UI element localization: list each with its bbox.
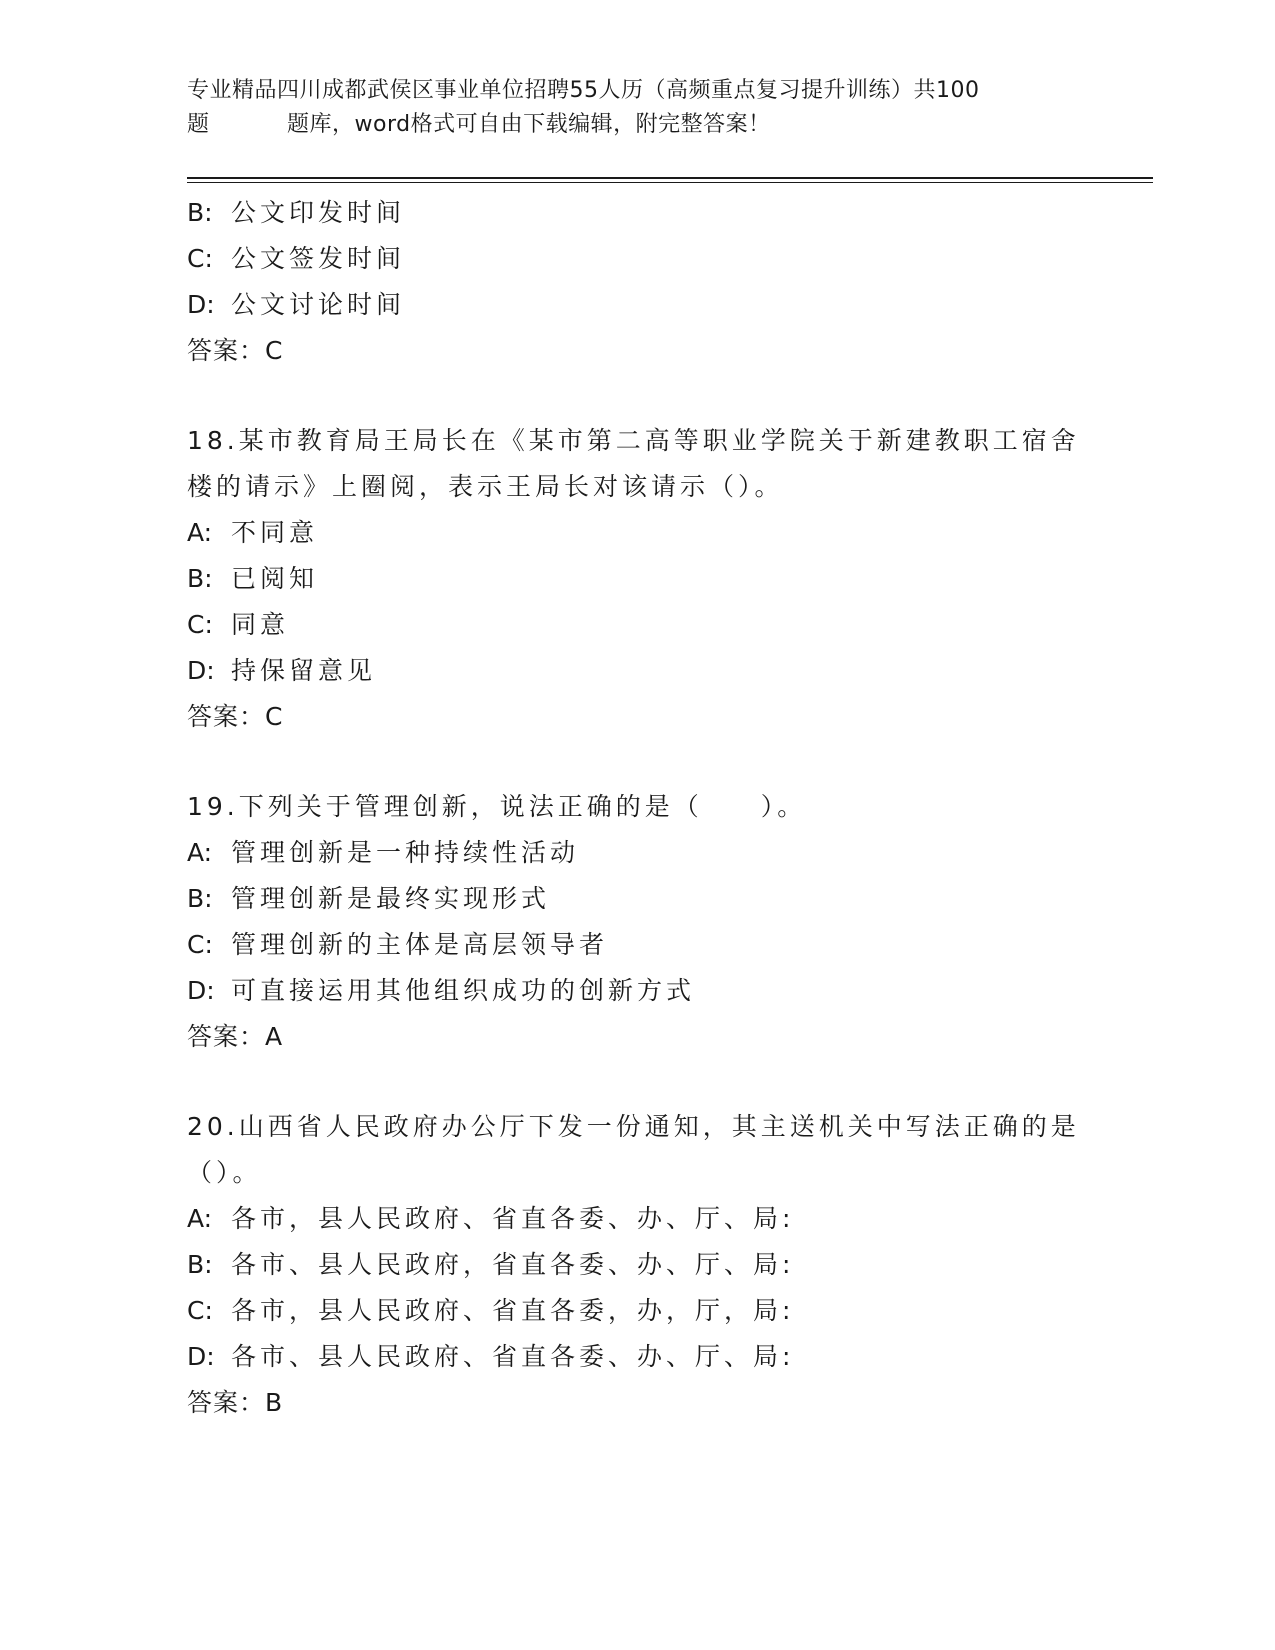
answer-line: 答案：B — [187, 1388, 284, 1417]
option-letter: C: — [187, 244, 213, 273]
answer-line: 答案：A — [187, 1022, 284, 1051]
option-text: 已阅知 — [231, 564, 319, 593]
option-text: 各市，县人民政府、省直各委、办、厅、局: — [231, 1204, 795, 1233]
question-stem-line: 20.山西省人民政府办公厅下发一份通知，其主送机关中写法正确的是 — [187, 1112, 1080, 1141]
option-text: 公文印发时间 — [231, 198, 406, 227]
option-text: 管理创新的主体是高层领导者 — [231, 930, 609, 959]
question-stem-line: 18.某市教育局王局长在《某市第二高等职业学院关于新建教职工宿舍 — [187, 426, 1080, 455]
option-text: 各市、县人民政府、省直各委、办、厅、局: — [231, 1342, 795, 1371]
option-d — [187, 1334, 1087, 1380]
header-title-line2-left: 题 — [187, 112, 210, 137]
option-text: 可直接运用其他组织成功的创新方式 — [231, 976, 696, 1005]
header-title-line2 — [187, 108, 1077, 142]
option-b — [187, 190, 1087, 236]
option-d — [187, 648, 1087, 694]
question-stem-line: 19.下列关于管理创新，说法正确的是（ ）。 — [187, 792, 807, 821]
page-header — [187, 74, 1077, 142]
option-text: 各市，县人民政府、省直各委，办，厅，局: — [231, 1296, 795, 1325]
option-b — [187, 1242, 1087, 1288]
option-letter: C: — [187, 610, 213, 639]
option-c — [187, 1288, 1087, 1334]
option-text: 同意 — [231, 610, 290, 639]
option-a — [187, 510, 1087, 556]
option-letter: D: — [187, 656, 215, 685]
option-d — [187, 968, 1087, 1014]
option-letter: A: — [187, 838, 213, 867]
question-20 — [187, 1104, 1087, 1426]
option-text: 管理创新是最终实现形式 — [231, 884, 551, 913]
option-a — [187, 830, 1087, 876]
option-a — [187, 1196, 1087, 1242]
option-text: 持保留意见 — [231, 656, 377, 685]
option-letter: C: — [187, 1296, 213, 1325]
question-stem-line: 楼的请示》上圈阅，表示王局长对该请示（）。 — [187, 472, 784, 501]
option-letter: B: — [187, 884, 213, 913]
option-letter: D: — [187, 290, 215, 319]
option-b — [187, 876, 1087, 922]
option-c — [187, 236, 1087, 282]
option-c — [187, 602, 1087, 648]
option-letter: A: — [187, 518, 213, 547]
answer-line: 答案：C — [187, 702, 284, 731]
option-letter: D: — [187, 1342, 215, 1371]
option-b — [187, 556, 1087, 602]
option-c — [187, 922, 1087, 968]
header-title-line1: 专业精品四川成都武侯区事业单位招聘55人历（高频重点复习提升训练）共100 — [187, 78, 980, 103]
header-title-line2-right: 题库，word格式可自由下载编辑，附完整答案！ — [287, 112, 771, 137]
option-text: 公文讨论时间 — [231, 290, 406, 319]
option-letter: D: — [187, 976, 215, 1005]
option-d — [187, 282, 1087, 328]
answer-line: 答案：C — [187, 336, 284, 365]
option-letter: B: — [187, 564, 213, 593]
header-divider-thin — [187, 182, 1153, 183]
option-letter: B: — [187, 198, 213, 227]
question-stem-line: （）。 — [187, 1158, 262, 1187]
option-letter: A: — [187, 1204, 213, 1233]
option-letter: B: — [187, 1250, 213, 1279]
option-text: 各市、县人民政府，省直各委、办、厅、局: — [231, 1250, 795, 1279]
header-divider-thick — [187, 177, 1153, 179]
question-18 — [187, 418, 1087, 740]
document-body — [187, 190, 1087, 1426]
question-19 — [187, 784, 1087, 1060]
question-17-partial — [187, 190, 1087, 374]
option-text: 管理创新是一种持续性活动 — [231, 838, 580, 867]
option-text: 不同意 — [231, 518, 319, 547]
option-text: 公文签发时间 — [231, 244, 406, 273]
option-letter: C: — [187, 930, 213, 959]
